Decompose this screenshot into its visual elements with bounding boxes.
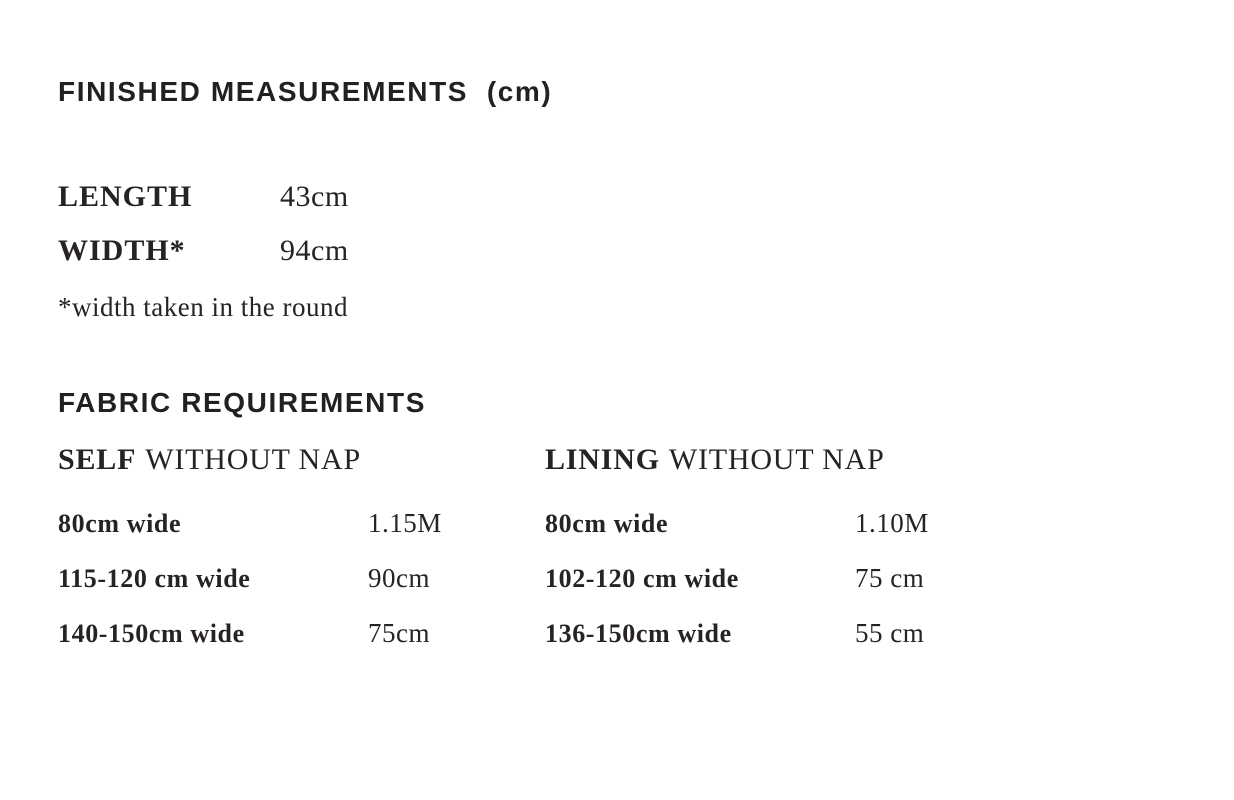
fabric-amount-value: 75cm — [368, 618, 430, 648]
measurement-value-width: 94cm — [280, 234, 349, 267]
table-row — [58, 562, 545, 595]
table-row — [545, 507, 1176, 540]
lining-fabric-column — [545, 443, 1176, 672]
measurement-label-length: LENGTH — [58, 180, 193, 213]
nap-label: WITHOUT NAP — [668, 443, 885, 476]
fabric-amount-value: 1.10M — [855, 508, 929, 538]
fabric-amount-value: 75 cm — [855, 563, 925, 593]
fabric-width-label: 140-150cm wide — [58, 619, 245, 648]
self-fabric-column — [58, 443, 545, 672]
fabric-type-label: LINING — [545, 443, 660, 476]
width-footnote: *width taken in the round — [58, 292, 348, 322]
table-row — [545, 562, 1176, 595]
fabric-requirements-heading: FABRIC REQUIREMENTS — [58, 387, 426, 418]
finished-measurements-heading: FINISHED MEASUREMENTS (cm) — [58, 76, 553, 107]
fabric-amount-value: 1.15M — [368, 508, 442, 538]
table-row — [58, 617, 545, 650]
nap-label: WITHOUT NAP — [145, 443, 361, 476]
fabric-amount-value: 90cm — [368, 563, 430, 593]
fabric-amount-value: 55 cm — [855, 618, 925, 648]
fabric-width-label: 102-120 cm wide — [545, 564, 739, 593]
self-column-title — [58, 443, 545, 477]
table-row — [545, 617, 1176, 650]
table-row — [58, 180, 1176, 214]
fabric-width-label: 80cm wide — [58, 509, 182, 538]
measurement-value-length: 43cm — [280, 180, 349, 213]
fabric-width-label: 80cm wide — [545, 509, 669, 538]
fabric-type-label: SELF — [58, 443, 137, 476]
table-row — [58, 507, 545, 540]
fabric-requirements-table — [58, 443, 1176, 672]
finished-measurements-table — [58, 180, 1176, 268]
fabric-width-label: 136-150cm wide — [545, 619, 732, 648]
lining-column-title — [545, 443, 1176, 477]
table-row — [58, 234, 1176, 268]
fabric-width-label: 115-120 cm wide — [58, 564, 251, 593]
measurement-label-width: WIDTH* — [58, 234, 186, 267]
